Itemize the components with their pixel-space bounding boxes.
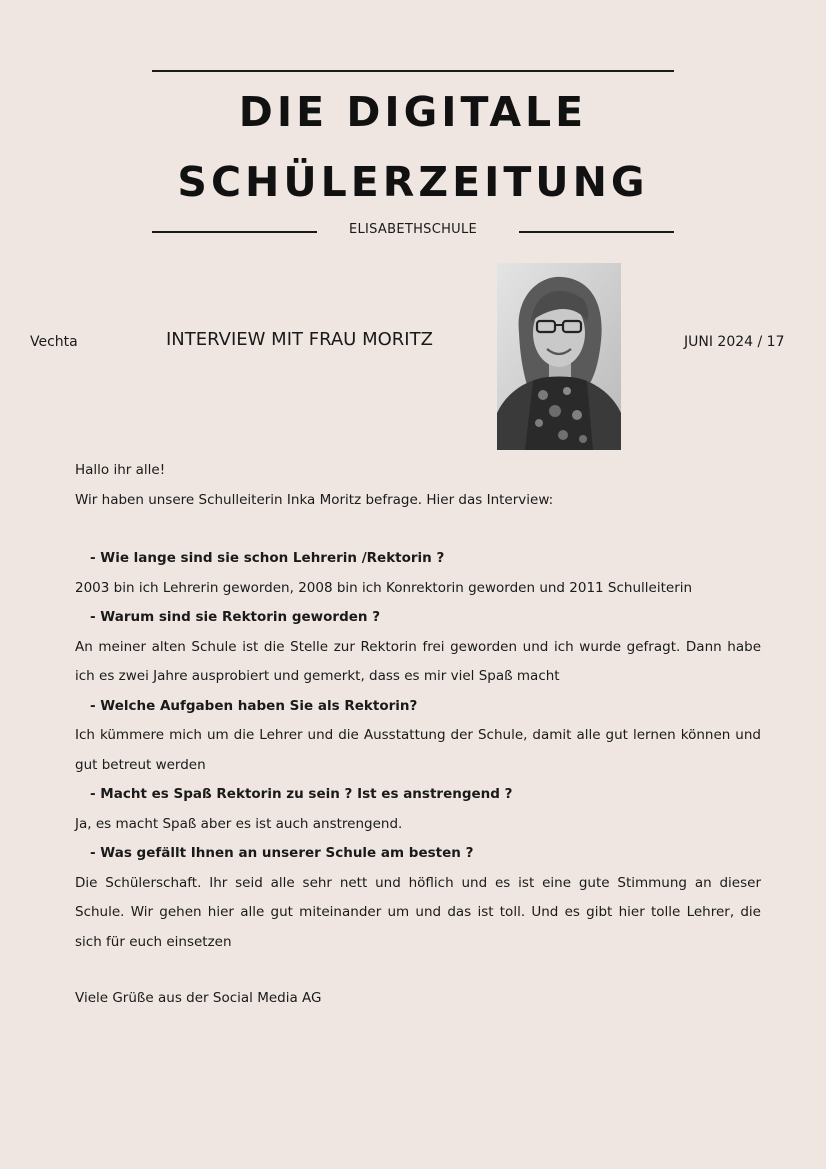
question-1: - Wie lange sind sie schon Lehrerin /Rektorin ? xyxy=(90,550,445,566)
answer-5-line-3: sich für euch einsetzen xyxy=(75,933,232,950)
closing-line: Viele Grüße aus der Social Media AG xyxy=(75,990,322,1006)
answer-5-line-1: Die Schülerschaft. Ihr seid alle sehr nett und höflich und es ist eine gute Stimmung an dieser xyxy=(75,874,761,891)
masthead-right-rule xyxy=(519,231,674,233)
answer-3-line-1: Ich kümmere mich um die Lehrer und die Ausstattung der Schule, damit alle gut lernen können und xyxy=(75,727,761,743)
place-label: Vechta xyxy=(30,334,78,350)
answer-2-line-2: ich es zwei Jahre ausprobiert und gemerkt, dass es mir viel Spaß macht xyxy=(75,668,560,684)
question-5: - Was gefällt Ihnen an unserer Schule am besten ? xyxy=(90,845,474,861)
answer-5-line-2: Schule. Wir gehen hier alle gut miteinander um und das ist toll. Und es gibt hier tolle Lehrer, die xyxy=(75,904,761,920)
masthead-top-rule xyxy=(152,70,674,72)
answer-1-line-1: 2003 bin ich Lehrerin geworden, 2008 bin ich Konrektorin geworden und 2011 Schulleiterin xyxy=(75,579,693,596)
interview-block xyxy=(75,544,761,957)
portrait-photo xyxy=(497,263,621,450)
intro-greeting: Hallo ihr alle! xyxy=(75,462,166,478)
school-name: ELISABETHSCHULE xyxy=(348,222,478,237)
answer-3-line-2: gut betreut werden xyxy=(75,756,206,773)
intro-lead: Wir haben unsere Schulleiterin Inka Moritz befrage. Hier das Interview: xyxy=(75,491,554,508)
answer-4-line-1: Ja, es macht Spaß aber es ist auch anstrengend. xyxy=(75,815,403,832)
article-headline: INTERVIEW MIT FRAU MORITZ xyxy=(166,329,433,350)
masthead-title-line1: DIE DIGITALE xyxy=(238,88,588,136)
question-2: - Warum sind sie Rektorin geworden ? xyxy=(90,609,381,625)
intro-block xyxy=(75,456,761,515)
masthead-title-line2: SCHÜLERZEITUNG xyxy=(177,158,649,206)
question-4: - Macht es Spaß Rektorin zu sein ? Ist es anstrengend ? xyxy=(90,786,513,802)
issue-label: JUNI 2024 / 17 xyxy=(684,334,785,350)
question-3: - Welche Aufgaben haben Sie als Rektorin? xyxy=(90,697,418,714)
answer-2-line-1: An meiner alten Schule ist die Stelle zur Rektorin frei geworden und ich wurde gefragt. Dann habe xyxy=(75,638,761,655)
